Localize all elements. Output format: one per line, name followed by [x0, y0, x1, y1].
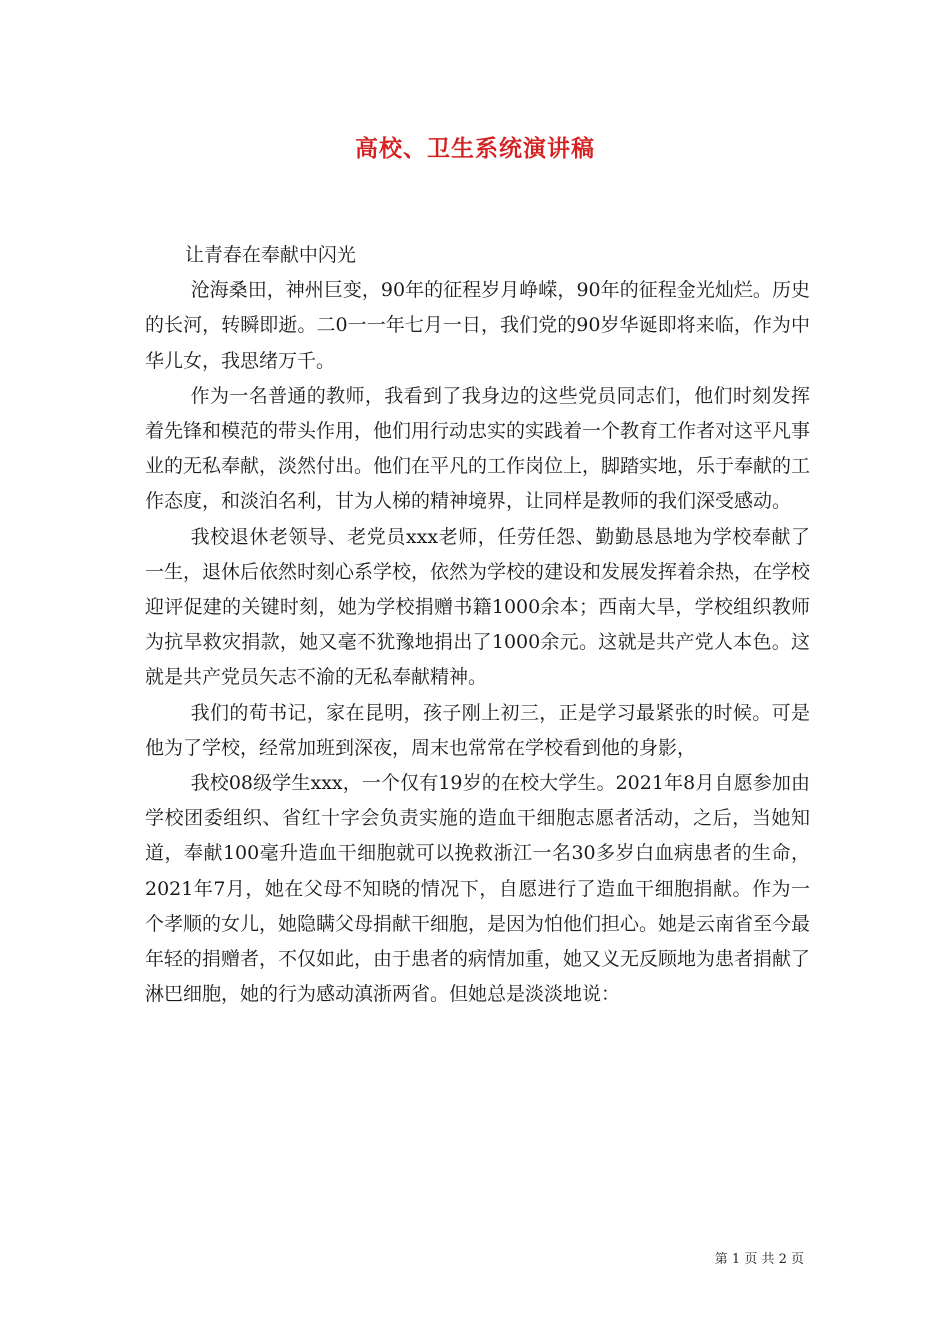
paragraph: 作为一名普通的教师，我看到了我身边的这些党员同志们，他们时刻发挥着先锋和模范的带头作用，他们用行动忠实的实践着一个教育工作者对这平凡事业的无私奉献，淡然付出。他们在平凡的工作岗位上，脚踏实地，乐于奉献的工作态度，和淡泊名利，甘为人梯的精神境界，让同样是教师的我们深受感动。: [145, 384, 811, 513]
paragraph: 我们的荀书记，家在昆明，孩子刚上初三，正是学习最紧张的时候。可是他为了学校，经常加班到深夜，周末也常常在学校看到他的身影，: [145, 701, 810, 759]
page-number-footer: 第 1 页 共 2 页: [714, 1252, 804, 1267]
document-body: [145, 238, 810, 1012]
paragraph: 我校08级学生xxx，一个仅有19岁的在校大学生。2021年8月自愿参加由学校团委组织、省红十字会负责实施的造血干细胞志愿者活动，之后，当她知道，奉献100毫升造血干细胞就可以挽救浙江一名30多岁白血病患者的生命，2021年7月，她在父母不知晓的情况下，自愿进行了造血干细胞捐献。作为一个孝顺的女儿，她隐瞒父母捐献干细胞，是因为怕他们担心。她是云南省至今最年轻的捐赠者，不仅如此，由于患者的病情加重，她又义无反顾地为患者捐献了淋巴细胞，她的行为感动滇浙两省。但她总是淡淡地说：: [145, 772, 811, 1006]
document-title: 高校、卫生系统演讲稿: [355, 135, 595, 162]
paragraph: 沧海桑田，神州巨变，90年的征程岁月峥嵘，90年的征程金光灿烂。历史的长河，转瞬即逝。二0一一年七月一日，我们党的90岁华诞即将来临，作为中华儿女，我思绪万千。: [145, 279, 810, 372]
paragraph: 我校退休老领导、老党员xxx老师，任劳任怨、勤勤恳恳地为学校奉献了一生，退休后依然时刻心系学校，依然为学校的建设和发展发挥着余热，在学校迎评促建的关键时刻，她为学校捐赠书籍1000余本；西南大旱，学校组织教师为抗旱救灾捐款，她又毫不犹豫地捐出了1000余元。这就是共产党人本色。这就是共产党员矢志不渝的无私奉献精神。: [145, 525, 811, 689]
paragraph-subtitle: 让青春在奉献中闪光: [184, 244, 356, 266]
